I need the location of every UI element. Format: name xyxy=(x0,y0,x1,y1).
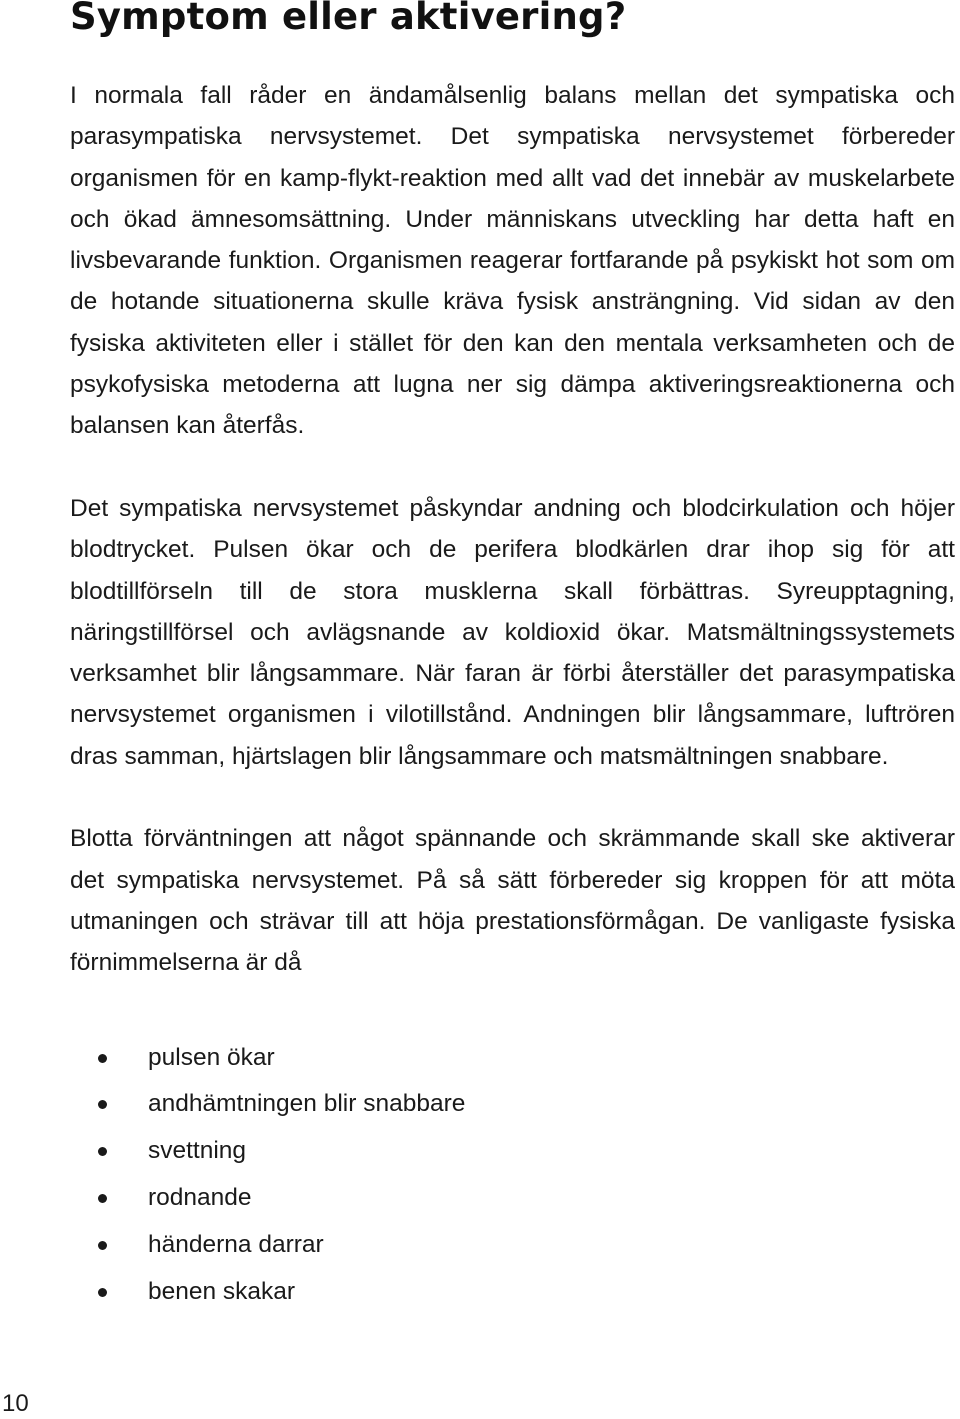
bullet-icon xyxy=(98,1147,107,1156)
list-item xyxy=(70,1175,955,1222)
list-item-text: andhämtningen blir snabbare xyxy=(148,1090,466,1118)
paragraph: Blotta förväntningen att något spännande och skrämmande skall ske aktiverar det sympatiska nervsystemet. På så sätt förbereder sig kroppen för att möta utmaningen och strävar till att höja prestationsförmågan. De vanligaste fysiska förnimmelserna är då xyxy=(70,825,955,977)
list-item-text: svettning xyxy=(148,1137,247,1165)
page-title: Symptom eller aktivering? xyxy=(70,0,627,38)
paragraph: I normala fall råder en ändamålsenlig balans mellan det sympatiska och parasympatiska nervsystemet. Det sympatiska nervsystemet förbereder organismen för en kamp-flykt-reaktion med allt vad det innebär av muskelarbete och ökad ämnesomsättning. Under människans utveckling har detta haft en livsbevarande funktion. Organismen reagerar fortfarande på psykiskt hot som om de hotande situationerna skulle kräva fysisk ansträngning. Vid sidan av den fysiska aktiviteten eller i stället för den kan den mentala verksamheten och de psykofysiska metoderna att lugna ner sig dämpa aktiveringsreaktionerna och balansen kan återfås. xyxy=(70,82,955,440)
list-item xyxy=(70,1128,955,1175)
bullet-icon xyxy=(98,1288,107,1297)
page-number: 10 xyxy=(2,1390,29,1417)
list-item-text: rodnande xyxy=(148,1183,252,1211)
list-item xyxy=(70,1269,955,1316)
bullet-icon xyxy=(98,1194,107,1203)
list-item-text: händerna darrar xyxy=(148,1230,324,1258)
list-item xyxy=(70,1081,955,1128)
list-item-text: pulsen ökar xyxy=(148,1043,275,1071)
bullet-icon xyxy=(98,1241,107,1250)
bullet-icon xyxy=(98,1100,107,1109)
body-text xyxy=(70,75,955,1315)
paragraph: Det sympatiska nervsystemet påskyndar andning och blodcirkulation och höjer blodtrycket. Pulsen ökar och de perifera blodkärlen drar ihop sig för att blodtillförseln till de stora musklerna skall förbättras. Syreupptagning, näringstillförsel och avlägsnande av koldioxid ökar. Matsmältningssystemets verksamhet blir långsammare. När faran är förbi återställer det parasympatiska nervsystemet organismen i vilotillstånd. Andningen blir långsammare, luftrören dras samman, hjärtslagen blir långsammare och matsmältningen snabbare. xyxy=(70,494,955,770)
list-item-text: benen skakar xyxy=(148,1277,296,1305)
symptom-list xyxy=(70,1035,955,1316)
list-item xyxy=(70,1035,955,1082)
list-item xyxy=(70,1222,955,1269)
bullet-icon xyxy=(98,1054,107,1063)
